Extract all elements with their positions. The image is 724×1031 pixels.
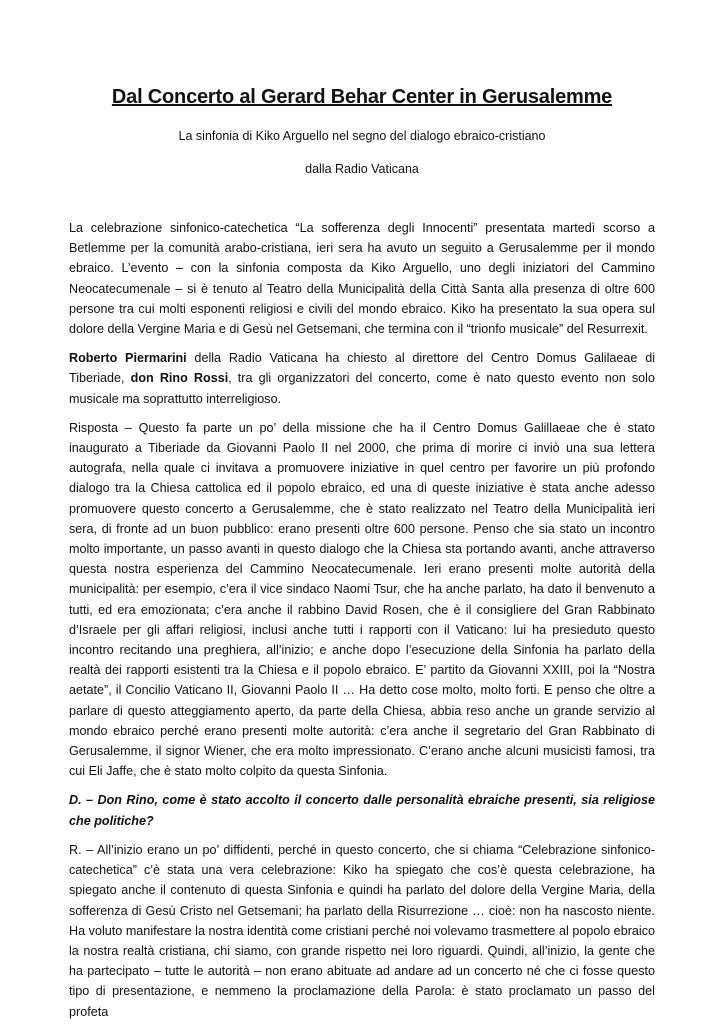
page-title: Dal Concerto al Gerard Behar Center in Gerusalemme — [111, 86, 613, 108]
intro-text-1: della Radio Vaticana ha chiesto al direttore del Centro Domus Galilaeae di Tiberiade, — [69, 351, 655, 386]
page-subtitle: La sinfonia di Kiko Arguello nel segno del dialogo ebraico-cristiano — [178, 129, 546, 143]
article-body — [69, 218, 655, 1031]
interviewee-name: don Rino Rossi — [130, 371, 229, 386]
paragraph-intro: La celebrazione sinfonico-catechetica “La sofferenza degli Innocenti” presentata martedì scorso a Betlemme per la comunità arabo-cristiana, ieri sera ha avuto un seguito a Gerusalemme per il mondo ebraico. L’evento – con la sinfonia composta da Kiko Arguello, uno degli iniziatori del Cammino Neocatecumenale – si è tenuto al Teatro della Municipalità della Città Santa alla presenza di oltre 600 persone tra cui molti esponenti religiosi e civili del mondo ebraico. Kiko ha presentato la sua opera sul dolore della Vergine Maria e di Gesù nel Getsemani, che termina con il “trionfo musicale” del Resurrexit. — [69, 221, 655, 337]
paragraph-answer-2: R. – All’inizio erano un po’ diffidenti, perché in questo concerto, che si chiama “Celebrazione sinfonico-catechetica” c’è stata una vera celebrazione: Kiko ha spiegato che cos’è questa celebrazione, ha spiegato anche il contenuto di questa Sinfonia e quindi ha parlato del dolore della Vergine Maria, della sofferenza di Gesù Cristo nel Getsemani; ha parlato della Risurrezione … cioè: non ha nascosto niente. Ha voluto manifestare la nostra identità come cristiani perché noi volevamo trasmettere al popolo ebraico la nostra realtà cristiana, chi siamo, con grande rispetto nei loro riguardi. Quindi, all’inizio, la gente che ha partecipato – tutte le autorità – non erano abituate ad andare ad un concerto né che ci fosse questo tipo di presentazione, e nemmeno la proclamazione della Parola: è stato proclamato un passo del profeta — [69, 842, 655, 1019]
source-line: dalla Radio Vaticana — [305, 162, 419, 176]
interviewer-name: Roberto Piermarini — [69, 351, 187, 366]
paragraph-question-intro — [69, 348, 655, 409]
question-1: D. – Don Rino, come è stato accolto il concerto dalle personalità ebraiche presenti, sia religiose che politiche? — [69, 793, 655, 828]
paragraph-answer-1: Risposta – Questo fa parte un po’ della missione che ha il Centro Domus Galillaeae che è stato inaugurato a Tiberiade da Giovanni Paolo II nel 2000, che prima di morire ci inviò una sua lettera autografa, nella quale ci invitava a promuovere iniziative in quel centro per favorire un più profondo dialogo tra la Chiesa cattolica ed il popolo ebraico, ed una di queste iniziative è stata anche adesso promuovere questo concerto a Gerusalemme, che è stato realizzato nel Teatro della Municipalità ieri sera, di fronte ad un buon pubblico: erano presenti oltre 600 persone. Penso che sia stato un incontro molto importante, un passo avanti in questo dialogo che la Chiesa sta portando avanti, anche attraverso questa nostra esperienza del Cammino Neocatecumenale. Ieri erano presenti molte autorità della municipalità: per esempio, c’era il vice sindaco Naomi Tsur, che ha anche parlato, ha dato il benvenuto a tutti, ed era emozionata; c’era anche il rabbino David Rosen, che è il consigliere del Gran Rabbinato d’Israele per gli affari religiosi, inclusi anche tutti i rapporti con il Vaticano: lui ha presieduto questo incontro recitando una preghiera, all’inizio; e anche dopo l’esecuzione della Sinfonia ha parlato della realtà dei rapporti esistenti tra la Chiesa e il popolo ebraico. E’ partito da Giovanni XXIII, poi la “Nostra aetate”, il Concilio Vaticano II, Giovanni Paolo II … Ha detto cose molto, molto forti. E penso che oltre a parlare di questo atteggiamento aperto, da parte della Chiesa, abbia reso anche un grande servizio al mondo ebraico perché erano presenti molte autorità: c’era anche il segretario del Gran Rabbinato di Gerusalemme, il signor Wiener, che era molto impressionato. C’erano anche alcuni musicisti famosi, tra cui Eli Jaffe, che è stato molto colpito da questa Sinfonia. — [69, 420, 655, 779]
intro-text-2: , tra gli organizzatori del concerto, come è nato questo evento non solo musicale ma soprattutto interreligioso. — [69, 371, 655, 406]
